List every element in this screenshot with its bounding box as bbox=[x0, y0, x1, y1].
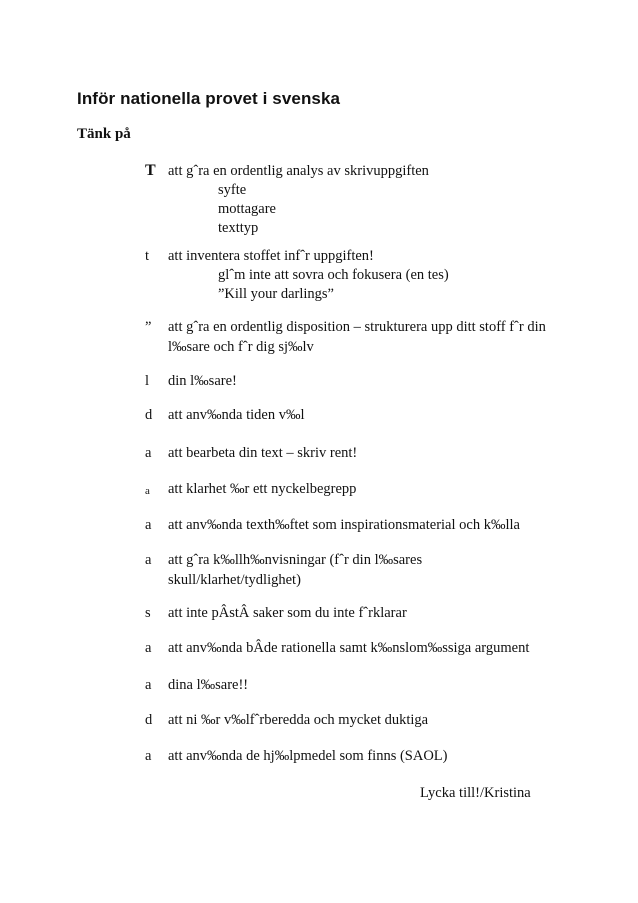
list-item-text-continued: l‰sare och fˆr dig sj‰lv bbox=[168, 339, 314, 355]
list-item-tiden bbox=[145, 405, 585, 425]
list-item-text: att anv‰nda de hj‰lpmedel som finns (SAOL) bbox=[168, 748, 448, 764]
list-item-text: att anv‰nda texth‰ftet som inspirationsmaterial och k‰lla bbox=[168, 517, 520, 533]
sub-item: texttyp bbox=[218, 220, 259, 236]
list-item-text: att gˆra en ordentlig analys av skrivuppgiften bbox=[168, 163, 429, 179]
list-item-lasare bbox=[145, 371, 585, 391]
list-item-inventera bbox=[145, 246, 585, 304]
list-item-text: att anv‰nda bÂde rationella samt k‰nslom‰ssiga argument bbox=[168, 640, 530, 656]
list-item-klarhet bbox=[145, 479, 585, 499]
list-item-text: att gˆra en ordentlig disposition – strukturera upp ditt stoff fˆr din bbox=[168, 319, 546, 335]
list-bullet: a bbox=[145, 485, 150, 497]
sub-item: syfte bbox=[218, 182, 247, 198]
list-item-valforberedda bbox=[145, 710, 585, 730]
sub-item: ”Kill your darlings” bbox=[218, 286, 334, 302]
list-item-pasta bbox=[145, 603, 585, 623]
list-item-analys bbox=[145, 161, 585, 238]
list-item-text: att klarhet ‰r ett nyckelbegrepp bbox=[168, 481, 357, 497]
list-bullet: a bbox=[145, 677, 152, 693]
list-item-argument bbox=[145, 638, 585, 658]
list-bullet: a bbox=[145, 640, 152, 656]
list-item-hjalpmedel bbox=[145, 746, 585, 766]
list-item-text: att anv‰nda tiden v‰l bbox=[168, 407, 305, 423]
list-item-text: att gˆra k‰llh‰nvisningar (fˆr din l‰sares bbox=[168, 552, 423, 568]
list-bullet: a bbox=[145, 517, 152, 533]
list-item-kallhanvisningar bbox=[145, 550, 585, 590]
list-bullet: t bbox=[145, 248, 150, 264]
list-bullet: l bbox=[145, 373, 150, 389]
list-item-dina-lasare bbox=[145, 675, 585, 695]
list-item-text: att inventera stoffet infˆr uppgiften! bbox=[168, 248, 374, 264]
list-bullet: ” bbox=[145, 319, 152, 335]
list-bullet: a bbox=[145, 445, 152, 461]
list-item-text: att inte pÂstÂ saker som du inte fˆrklarar bbox=[168, 605, 407, 621]
list-bullet: T bbox=[145, 162, 156, 179]
list-item-text: att ni ‰r v‰lfˆrberedda och mycket duktiga bbox=[168, 712, 429, 728]
section-heading: Tänk på bbox=[77, 126, 131, 142]
signature: Lycka till!/Kristina bbox=[420, 785, 531, 801]
sub-item: mottagare bbox=[218, 201, 276, 217]
list-bullet: a bbox=[145, 748, 152, 764]
list-bullet: s bbox=[145, 605, 151, 621]
list-item-texthaftet bbox=[145, 515, 585, 535]
list-item-disposition bbox=[145, 317, 585, 357]
page-title: Inför nationella provet i svenska bbox=[77, 89, 341, 108]
list-item-text-continued: skull/klarhet/tydlighet) bbox=[168, 572, 301, 588]
list-bullet: a bbox=[145, 552, 152, 568]
list-item-text: dina l‰sare!! bbox=[168, 677, 249, 693]
list-item-text: din l‰sare! bbox=[168, 373, 237, 389]
list-item-text: att bearbeta din text – skriv rent! bbox=[168, 445, 358, 461]
list-bullet: d bbox=[145, 407, 153, 423]
sub-item: glˆm inte att sovra och fokusera (en tes) bbox=[218, 267, 449, 283]
list-item-bearbeta bbox=[145, 443, 585, 463]
list-bullet: d bbox=[145, 712, 153, 728]
